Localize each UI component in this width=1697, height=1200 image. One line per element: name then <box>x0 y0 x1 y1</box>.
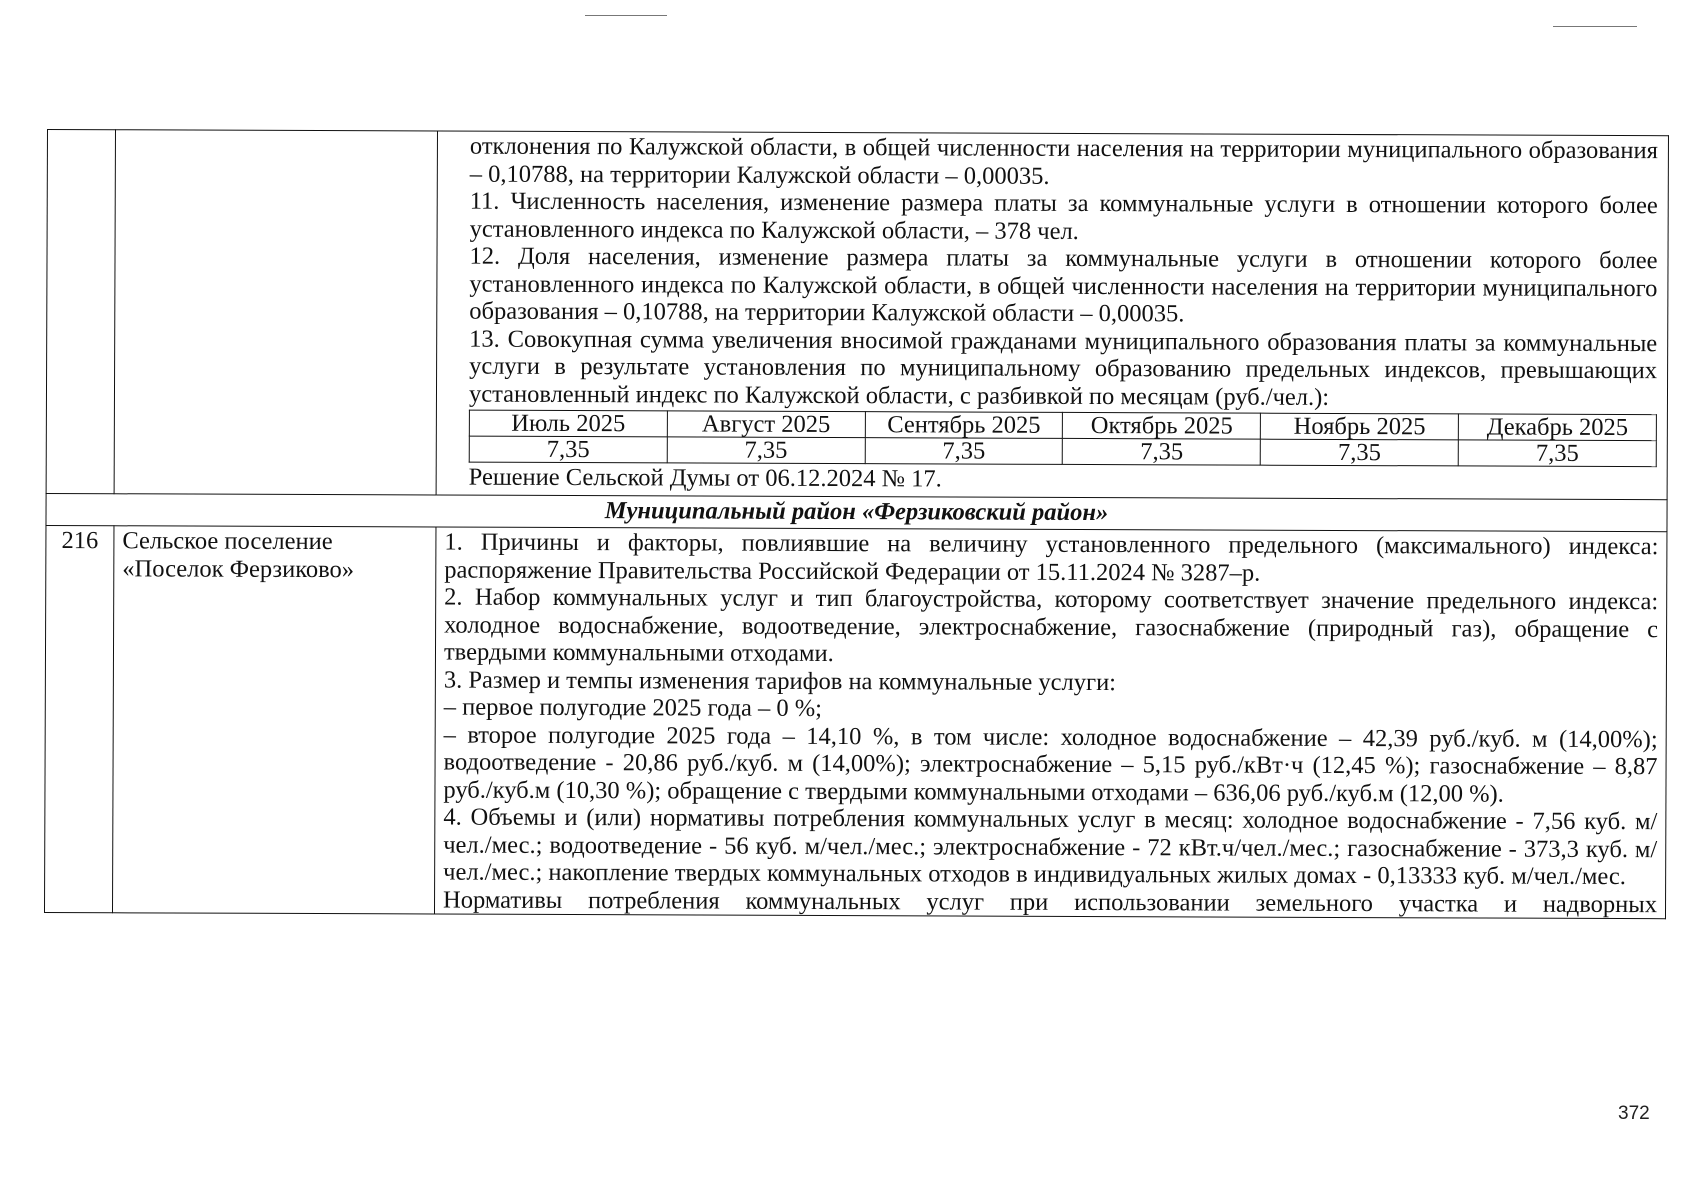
paragraph-2-services-set: 2. Набор коммунальных услуг и тип благоустройства, которому соответствует значение предельного индекса: холодное водоснабжение, водоотведение, электроснабжение, газоснабжение (природный газ), обращение с твердыми коммунальными отходами. <box>443 583 1659 668</box>
month-header: Декабрь 2025 <box>1458 414 1656 441</box>
month-value: 7,35 <box>1261 439 1459 466</box>
month-header: Июль 2025 <box>469 410 667 437</box>
month-value: 7,35 <box>667 437 865 464</box>
number-cell-empty <box>46 130 115 494</box>
paragraph-second-half-year: – второе полугодие 2025 года – 14,10 %, в том числе: холодное водоснабжение – 42,39 руб./куб. м (14,00%); водоотведение - 20,86 руб./куб. м (14,00%); электроснабжение – 5,15 руб./кВт·ч (12,45 %); газоснабжение – 8,87 руб./куб.м (10,30 %); обращение с твердыми коммунальными отходами – 636,06 руб./куб.м (12,00 %). <box>443 721 1658 808</box>
document-table <box>44 129 1669 919</box>
entry-content-cell <box>434 527 1666 919</box>
district-heading: Муниципальный район «Ферзиковский район» <box>46 493 1667 532</box>
month-header: Сентябрь 2025 <box>865 412 1063 439</box>
paragraph-13-total-increase: 13. Совокупная сумма увеличения вносимой гражданами муниципального образования платы за коммунальные услуги в результате установления по муниципальному образованию предельных индексов, превышающих установленный индекс по Калужской области, с разбивкой по месяцам (руб./чел.): <box>468 325 1658 411</box>
decision-reference: Решение Сельской Думы от 06.12.2024 № 17. <box>468 463 942 493</box>
name-cell-empty <box>114 130 437 495</box>
monthly-increase-table <box>469 410 1657 468</box>
paragraph-1-reasons: 1. Причины и факторы, повлиявшие на величину установленного предельного (максимального) индекса: распоряжение Правительства Российской Федерации от 15.11.2024 № 3287–р. <box>444 528 1659 587</box>
paragraph-land-plot-norms: Нормативы потребления коммунальных услуг при использовании земельного участка и надворных <box>442 886 1658 918</box>
page-number: 372 <box>1618 1103 1650 1124</box>
month-header: Октябрь 2025 <box>1063 412 1261 439</box>
entry-number: 216 <box>44 525 113 912</box>
table-row-entry-216 <box>44 525 1666 918</box>
month-value: 7,35 <box>469 436 667 463</box>
table-row-continuation <box>46 130 1668 500</box>
paragraph-12-population-share: 12. Доля населения, изменение размера платы за коммунальные услуги в отношении которого более установленного индекса по Калужской области, в общей численности населения на территории муниципального образования – 0,10788, на территории Калужской области – 0,00035. <box>469 242 1658 328</box>
month-header: Ноябрь 2025 <box>1261 413 1459 440</box>
month-value: 7,35 <box>865 438 1063 465</box>
paragraph-deviation-share: отклонения по Калужской области, в общей численности населения на территории муниципального образования – 0,10788, на территории Калужской области – 0,00035. <box>469 132 1658 190</box>
month-header: Август 2025 <box>667 411 865 438</box>
month-value: 7,35 <box>1063 438 1261 465</box>
settlement-name: Сельское поселение «Поселок Ферзиково» <box>112 526 435 914</box>
values-row <box>469 436 1656 467</box>
scan-artifact-line <box>585 15 667 16</box>
paragraph-3-tariffs: 3. Размер и темпы изменения тарифов на коммунальные услуги: <box>443 666 1117 696</box>
paragraph-4-consumption-norms: 4. Объемы и (или) нормативы потребления коммунальных услуг в месяц: холодное водоснабжение - 7,56 куб. м/чел./мес.; водоотведение - 56 куб. м/чел./мес.; электроснабжение - 72 кВт.ч/чел./мес.; газоснабжение - 373,3 куб. м/чел./мес.; накопление твердых коммунальных отходов в индивидуальных жилых домах - 0,13333 куб. м/чел./мес. <box>443 803 1658 891</box>
content-cell <box>436 131 1668 499</box>
paragraph-first-half-year: – первое полугодие 2025 года – 0 %; <box>443 693 823 722</box>
paragraph-11-population-count: 11. Численность населения, изменение размера платы за коммунальные услуги в отношении которого более установленного индекса по Калужской области, – 378 чел. <box>469 187 1658 245</box>
month-value: 7,35 <box>1458 440 1656 467</box>
scan-artifact-line <box>1553 26 1637 27</box>
